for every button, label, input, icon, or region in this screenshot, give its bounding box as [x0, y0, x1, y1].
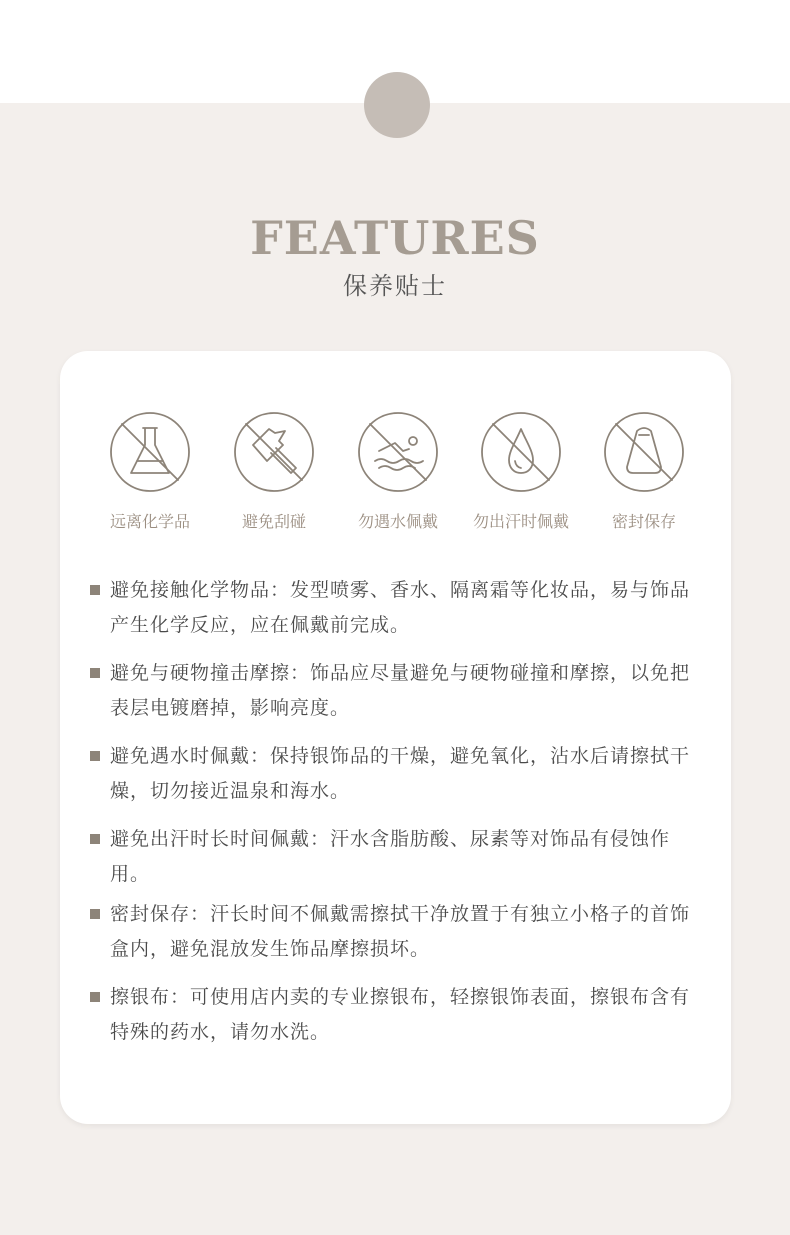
swimming-prohibited-icon [357, 411, 439, 493]
tip-text: 密封保存：汗长时间不佩戴需擦拭干净放置于有独立小格子的首饰盒内，避免混放发生饰品摩擦损坏。 [110, 903, 691, 960]
bullet-square [90, 668, 100, 678]
bag-prohibited-icon [603, 411, 685, 493]
flask-prohibited-icon [109, 411, 191, 493]
icon-label-storage: 密封保存 [611, 512, 676, 531]
icon-label-scratch: 避免刮碰 [241, 512, 306, 531]
tip-item-impact [90, 656, 705, 726]
care-tips-card [60, 351, 731, 1124]
tip-text: 避免遇水时佩戴：保持银饰品的干燥，避免氧化，沾水后请擦拭干燥，切勿接近温泉和海水。 [110, 745, 691, 802]
sweat-drop-prohibited-icon [480, 411, 562, 493]
bullet-square [90, 834, 100, 844]
tip-text: 避免接触化学物品：发型喷雾、香水、隔离霜等化妆品，易与饰品产生化学反应，应在佩戴前完成。 [110, 579, 691, 636]
icon-label-chemicals: 远离化学品 [109, 512, 190, 531]
tip-text: 避免出汗时长时间佩戴：汗水含脂肪酸、尿素等对饰品有侵蚀作用。 [110, 828, 671, 885]
tip-item-storage [90, 897, 705, 967]
page-title: FEATURES [250, 211, 540, 265]
tip-item-polishing-cloth [90, 980, 705, 1050]
icon-label-sweat: 勿出汗时佩戴 [472, 512, 569, 531]
tip-item-sweat [90, 822, 705, 892]
tip-item-water [90, 739, 705, 809]
bullet-square [90, 909, 100, 919]
decorative-dot [364, 72, 430, 138]
care-tips-list [90, 573, 705, 1050]
tip-text: 擦银布：可使用店内卖的专业擦银布，轻擦银饰表面，擦银布含有特殊的药水，请勿水洗。 [110, 986, 691, 1043]
tip-text: 避免与硬物撞击摩擦：饰品应尽量避免与硬物碰撞和摩擦，以免把表层电镀磨掉，影响亮度。 [110, 662, 691, 719]
page-subtitle: 保养贴士 [343, 272, 447, 300]
bullet-square [90, 992, 100, 1002]
tip-item-chemicals [90, 573, 705, 643]
bullet-square [90, 751, 100, 761]
icon-label-water: 勿遇水佩戴 [357, 512, 438, 531]
bullet-square [90, 585, 100, 595]
hammer-prohibited-icon [233, 411, 315, 493]
